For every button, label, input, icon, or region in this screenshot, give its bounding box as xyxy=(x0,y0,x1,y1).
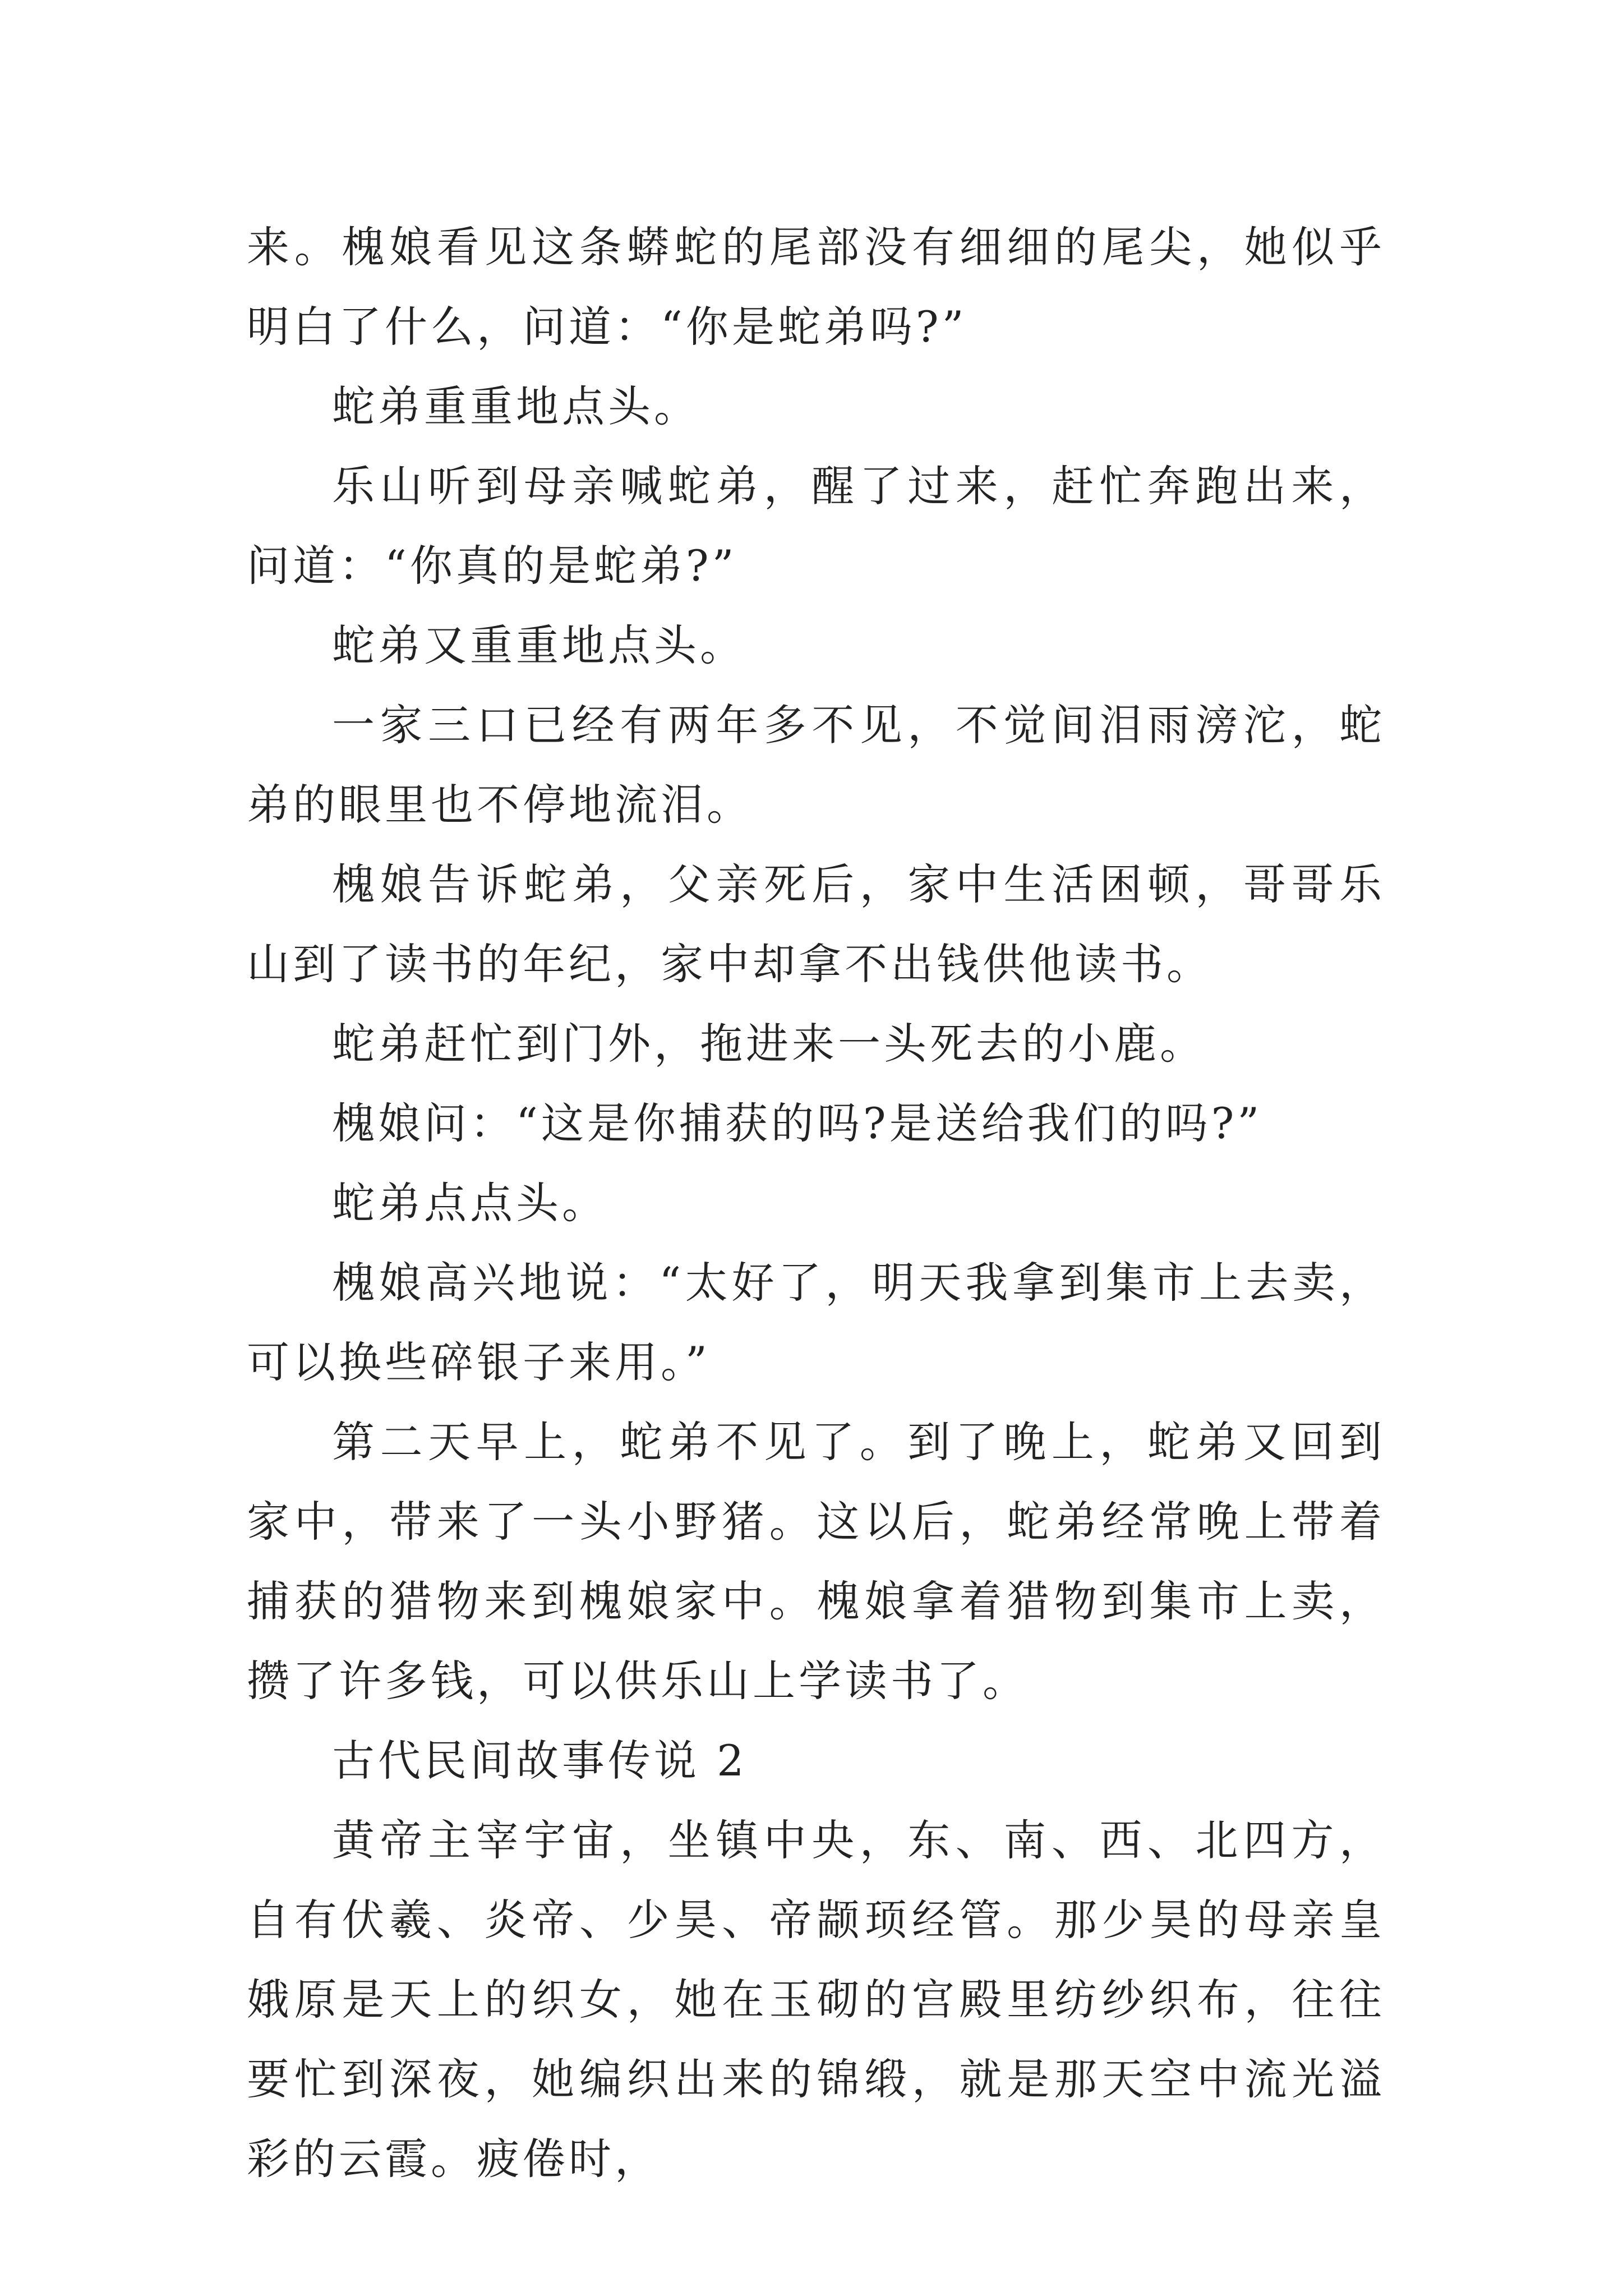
document-body xyxy=(247,208,1385,2199)
paragraph-2: 蛇弟重重地点头。 xyxy=(332,381,700,431)
paragraph-3: 乐山听到母亲喊蛇弟，醒了过来，赶忙奔跑出来，问道：“你真的是蛇弟?” xyxy=(247,461,1385,591)
paragraph-10: 槐娘高兴地说：“太好了，明天我拿到集市上去卖，可以换些碎银子来用。” xyxy=(247,1258,1385,1387)
paragraph-5: 一家三口已经有两年多不见，不觉间泪雨滂沱，蛇弟的眼里也不停地流泪。 xyxy=(247,700,1385,830)
paragraph-13: 黄帝主宰宇宙，坐镇中央，东、南、西、北四方，自有伏羲、炎帝、少昊、帝颛顼经管。那少昊的母亲皇娥原是天上的织女，她在玉砌的宫殿里纺纱织布，往往要忙到深夜，她编织出来的锦缎，就是那天空中流光溢彩的云霞。疲倦时， xyxy=(247,1815,1385,2184)
paragraph-9: 蛇弟点点头。 xyxy=(332,1178,608,1228)
paragraph-6: 槐娘告诉蛇弟，父亲死后，家中生活困顿，哥哥乐山到了读书的年纪，家中却拿不出钱供他读书。 xyxy=(247,859,1385,989)
section-heading: 古代民间故事传说 2 xyxy=(332,1736,748,1786)
paragraph-1: 来。槐娘看见这条蟒蛇的尾部没有细细的尾尖，她似乎明白了什么，问道：“你是蛇弟吗?” xyxy=(247,222,1385,352)
paragraph-4: 蛇弟又重重地点头。 xyxy=(332,620,746,670)
paragraph-7: 蛇弟赶忙到门外，拖进来一头死去的小鹿。 xyxy=(332,1019,1206,1069)
paragraph-8: 槐娘问：“这是你捕获的吗?是送给我们的吗?” xyxy=(332,1098,1263,1148)
paragraph-11: 第二天早上，蛇弟不见了。到了晚上，蛇弟又回到家中，带来了一头小野猪。这以后，蛇弟经常晚上带着捕获的猎物来到槐娘家中。槐娘拿着猎物到集市上卖，攒了许多钱，可以供乐山上学读书了。 xyxy=(247,1417,1385,1706)
